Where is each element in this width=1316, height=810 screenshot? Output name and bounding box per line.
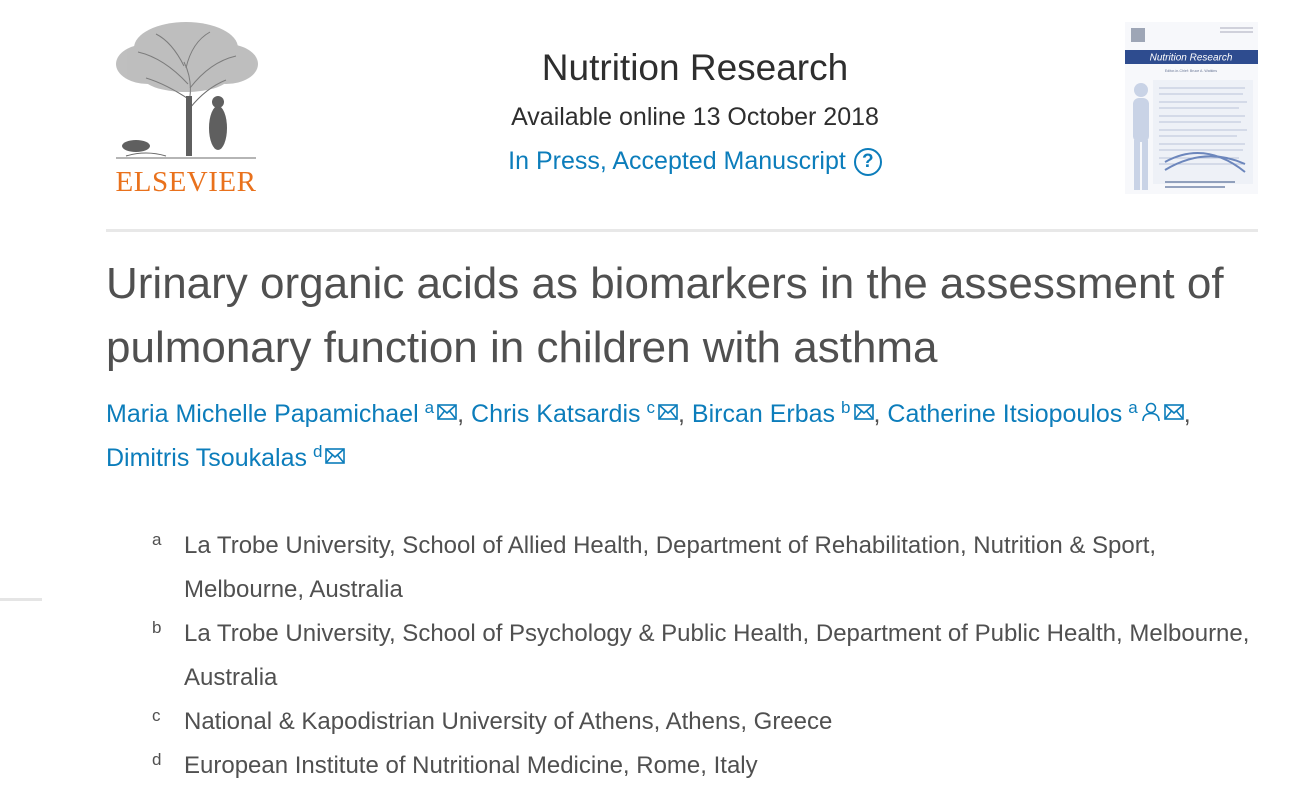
affiliation-text: European Institute of Nutritional Medicine, Rome, Italy bbox=[184, 752, 758, 779]
elsevier-tree-icon bbox=[106, 18, 266, 163]
author-separator: , bbox=[457, 400, 465, 428]
affiliation-label: d bbox=[152, 750, 162, 769]
article-status-label: In Press, Accepted Manuscript bbox=[508, 147, 846, 175]
affiliation-a bbox=[152, 524, 1262, 612]
author-name[interactable]: Dimitris Tsoukalas bbox=[106, 444, 307, 472]
author-name[interactable]: Bircan Erbas bbox=[691, 400, 836, 428]
author-name[interactable]: Maria Michelle Papamichael bbox=[106, 400, 419, 428]
envelope-icon[interactable] bbox=[658, 404, 678, 420]
author-affil-sup: b bbox=[841, 398, 851, 417]
affiliation-d bbox=[152, 744, 1262, 788]
cover-editor-line: Editor-in-Chief: Bruce A. Watkins bbox=[1164, 69, 1218, 73]
journal-title[interactable]: Nutrition Research bbox=[541, 47, 849, 88]
envelope-icon[interactable] bbox=[854, 404, 874, 420]
header-divider bbox=[106, 229, 1258, 232]
publisher-name: ELSEVIER bbox=[115, 166, 257, 198]
affiliation-b bbox=[152, 612, 1262, 700]
author-affil-sup: a bbox=[424, 398, 435, 417]
journal-cover-image bbox=[1125, 22, 1258, 194]
author-erbas[interactable] bbox=[692, 400, 874, 428]
elsevier-logo[interactable] bbox=[106, 18, 266, 196]
envelope-icon[interactable] bbox=[325, 448, 345, 464]
question-circle-icon[interactable]: ? bbox=[854, 148, 882, 176]
affiliation-label: c bbox=[152, 706, 161, 725]
affiliation-label: b bbox=[152, 618, 162, 637]
envelope-icon[interactable] bbox=[437, 404, 457, 420]
available-online-date: Available online 13 October 2018 bbox=[511, 103, 879, 131]
author-name[interactable]: Catherine Itsiopoulos bbox=[887, 400, 1123, 428]
side-divider bbox=[0, 598, 42, 601]
affiliation-label: a bbox=[152, 530, 162, 549]
affiliation-text: National & Kapodistrian University of Athens, Athens, Greece bbox=[184, 708, 833, 735]
journal-cover[interactable] bbox=[1125, 22, 1258, 194]
affiliation-text: La Trobe University, School of Psychology & Public Health, Department of Public Health, Melbourne, Australia bbox=[184, 620, 1250, 691]
author-affil-sup: c bbox=[646, 398, 656, 417]
article-title: Urinary organic acids as biomarkers in the assessment of pulmonary function in children with asthma bbox=[106, 259, 1224, 372]
affiliation-c bbox=[152, 700, 1262, 744]
affiliation-text: La Trobe University, School of Allied Health, Department of Rehabilitation, Nutrition & Sport, Melbourne, Australia bbox=[184, 532, 1157, 603]
author-list bbox=[106, 392, 1266, 480]
affiliation-list bbox=[152, 524, 1262, 788]
author-itsiopoulos[interactable] bbox=[887, 400, 1183, 428]
author-papamichael[interactable] bbox=[106, 400, 457, 428]
article-status bbox=[450, 144, 940, 178]
author-katsardis[interactable] bbox=[471, 400, 678, 428]
person-icon[interactable] bbox=[1141, 402, 1161, 422]
cover-title: Nutrition Research bbox=[1149, 52, 1233, 64]
journal-header bbox=[450, 44, 940, 178]
author-separator: , bbox=[873, 400, 881, 428]
author-tsoukalas[interactable] bbox=[106, 444, 345, 472]
author-separator: , bbox=[678, 400, 685, 428]
author-separator: , bbox=[1183, 400, 1191, 428]
envelope-icon[interactable] bbox=[1164, 404, 1184, 420]
author-affil-sup: d bbox=[312, 442, 323, 461]
author-name[interactable]: Chris Katsardis bbox=[471, 400, 641, 428]
author-affil-sup: a bbox=[1128, 398, 1138, 417]
